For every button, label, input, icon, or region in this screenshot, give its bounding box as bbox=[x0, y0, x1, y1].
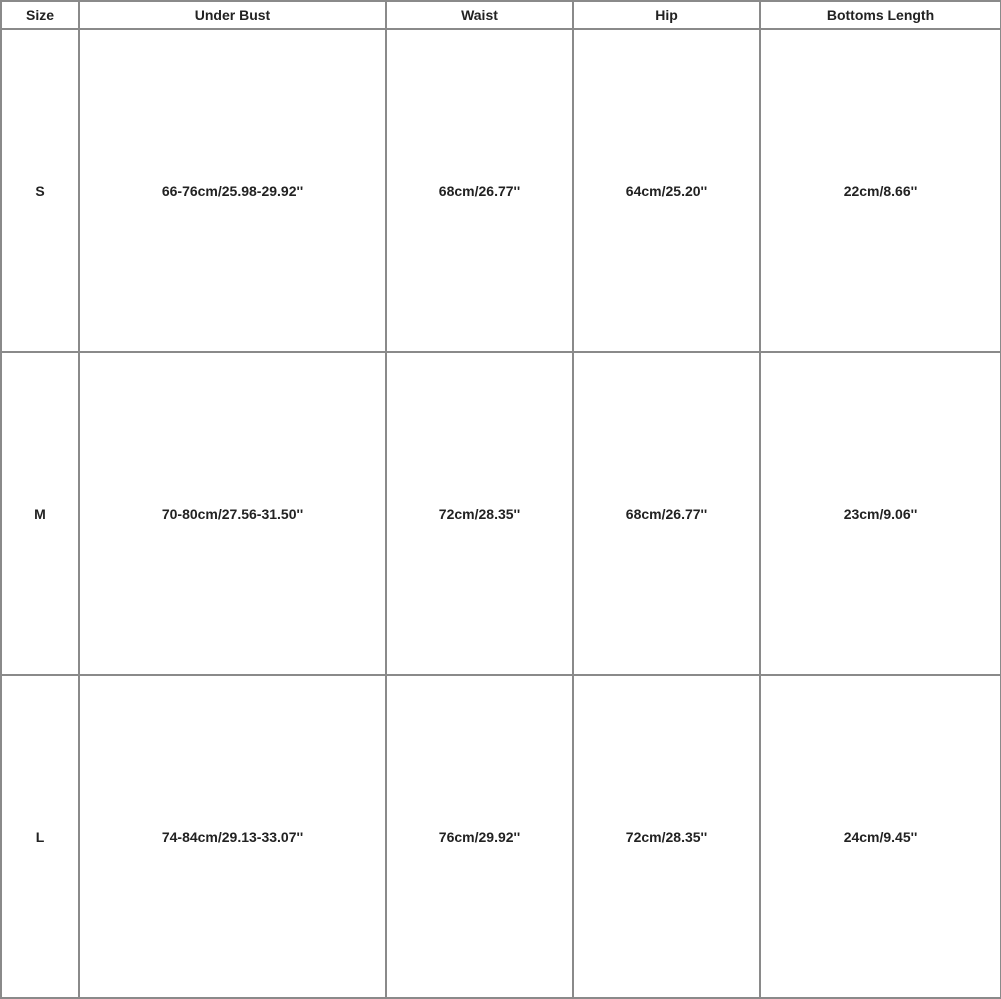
cell-hip: 68cm/26.77'' bbox=[573, 352, 760, 675]
table-row-m bbox=[1, 352, 1001, 675]
cell-under-bust: 74-84cm/29.13-33.07'' bbox=[79, 675, 386, 998]
cell-waist: 72cm/28.35'' bbox=[386, 352, 573, 675]
cell-hip: 64cm/25.20'' bbox=[573, 29, 760, 352]
cell-under-bust: 70-80cm/27.56-31.50'' bbox=[79, 352, 386, 675]
cell-waist: 76cm/29.92'' bbox=[386, 675, 573, 998]
header-hip: Hip bbox=[573, 1, 760, 29]
header-size: Size bbox=[1, 1, 79, 29]
cell-hip: 72cm/28.35'' bbox=[573, 675, 760, 998]
cell-size: L bbox=[1, 675, 79, 998]
cell-under-bust: 66-76cm/25.98-29.92'' bbox=[79, 29, 386, 352]
cell-bottoms-length: 22cm/8.66'' bbox=[760, 29, 1001, 352]
size-chart-header bbox=[1, 1, 1001, 29]
cell-bottoms-length: 24cm/9.45'' bbox=[760, 675, 1001, 998]
size-chart-body bbox=[1, 29, 1001, 998]
cell-waist: 68cm/26.77'' bbox=[386, 29, 573, 352]
header-row bbox=[1, 1, 1001, 29]
table-row-l bbox=[1, 675, 1001, 998]
header-under-bust: Under Bust bbox=[79, 1, 386, 29]
table-row-s bbox=[1, 29, 1001, 352]
header-bottoms-length: Bottoms Length bbox=[760, 1, 1001, 29]
cell-bottoms-length: 23cm/9.06'' bbox=[760, 352, 1001, 675]
header-waist: Waist bbox=[386, 1, 573, 29]
cell-size: M bbox=[1, 352, 79, 675]
cell-size: S bbox=[1, 29, 79, 352]
